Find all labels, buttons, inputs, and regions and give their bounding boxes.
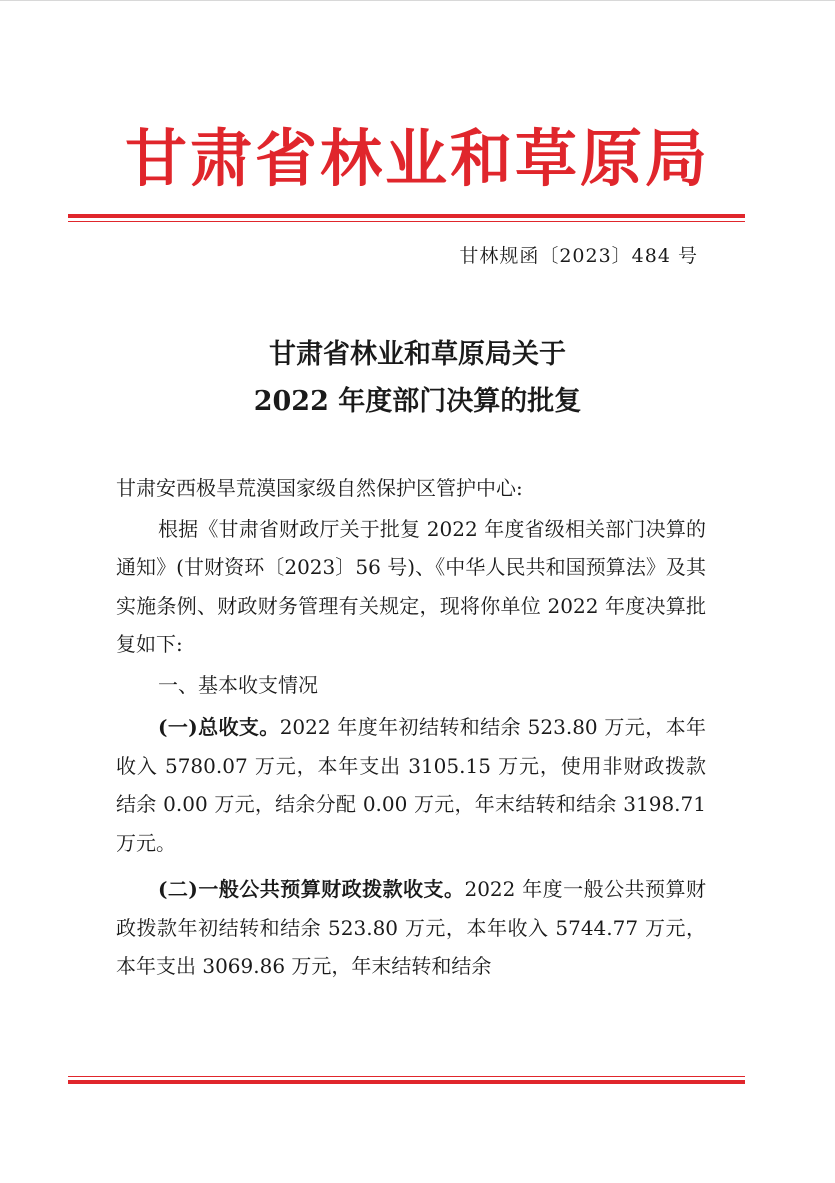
title-line-2: 2022 年度部门决算的批复 xyxy=(253,386,582,417)
item-general-budget xyxy=(116,870,706,986)
agency-letterhead: 甘肃省林业和草原局 xyxy=(124,122,710,195)
item-lead: (二)一般公共预算财政拨款收支。 xyxy=(158,877,465,901)
item-total-income-expense xyxy=(116,708,706,862)
document-number: 甘林规函〔2023〕484 号 xyxy=(459,245,698,267)
title-line-1: 甘肃省林业和草原局关于 xyxy=(269,339,566,370)
paragraph-intro: 根据《甘肃省财政厅关于批复 2022 年度省级相关部门决算的通知》(甘财资环〔2023〕56 号)、《中华人民共和国预算法》及其实施条例、财政财务管理有关规定，现将你单位 2022 年度决算批复如下: xyxy=(116,516,706,656)
letterhead-rule-top xyxy=(68,214,745,222)
document-body xyxy=(116,469,706,986)
footer-rule xyxy=(68,1076,745,1084)
document-title xyxy=(0,331,835,425)
salutation: 甘肃安西极旱荒漠国家级自然保护区管护中心: xyxy=(116,476,523,500)
item-text: 2022 年度一般公共预算财政拨款年初结转和结余 523.80 万元，本年收入 5744.77 万元，本年支出 3069.86 万元，年末结转和结余 xyxy=(116,877,706,978)
item-text: 2022 年度年初结转和结余 523.80 万元，本年收入 5780.07 万元，本年支出 3105.15 万元，使用非财政拨款结余 0.00 万元，结余分配 0.00 万元，年末结转和结余 3198.71 万元。 xyxy=(116,715,706,855)
section-heading: 一、基本收支情况 xyxy=(158,672,318,697)
item-lead: (一)总收支。 xyxy=(158,715,280,739)
